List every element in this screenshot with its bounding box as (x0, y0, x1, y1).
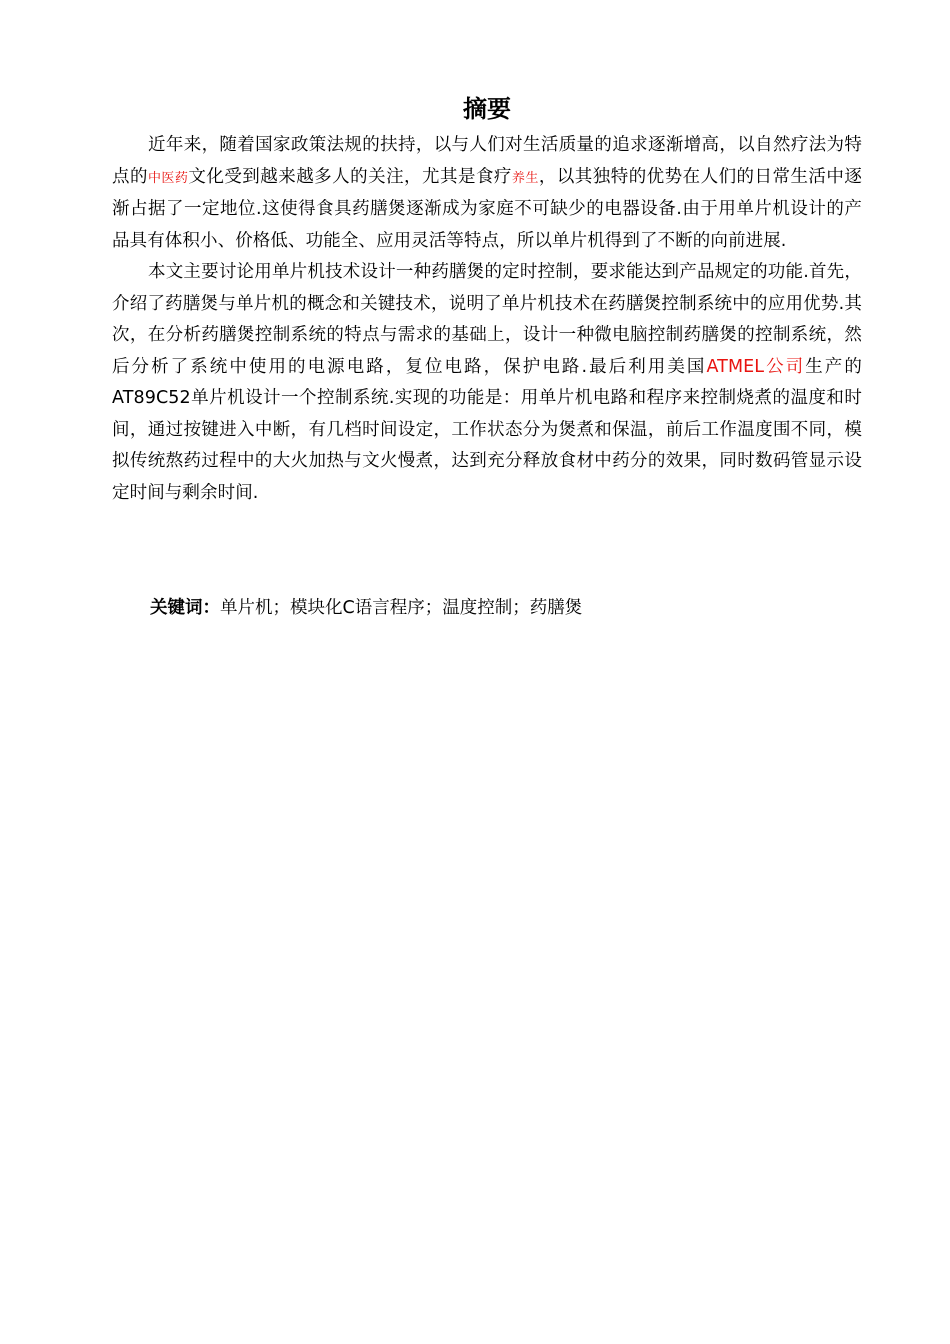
paragraph-2-text-a: 本文主要讨论用单片机技术设计一种药膳煲的定时控制，要求能达到产品规定的功能.首先，介绍了药膳煲与单片机的概念和关键技术，说明了单片机技术在药膳煲控制系统中的应用优势.其次，在分析药膳煲控制系统的特点与需求的基础上，设计一种微电脑控制药膳煲的控制系统，然后分析了系统中使用的电源电路，复位电路，保护电路.最后利用美国 (112, 262, 862, 377)
link-atmel[interactable]: ATMEL公司 (706, 356, 806, 377)
paragraph-1-text-b: 文化受到越来越多人的关注，尤其是食疗 (188, 166, 512, 187)
link-health[interactable]: 养生 (511, 170, 539, 186)
paragraph-2-text-b: 生产的AT89C52单片机设计一个控制系统.实现的功能是：用单片机电路和程序来控制烧煮的温度和时间，通过按键进入中断，有几档时间设定，工作状态分为煲煮和保温，前后工作温度围不同，模拟传统熬药过程中的大火加热与文火慢煮，达到充分释放食材中药分的效果，同时数码管显示设定时间与剩余时间. (112, 356, 862, 503)
keywords-text: 单片机；模块化C语言程序；温度控制；药膳煲 (220, 598, 583, 618)
paragraph-1-text-a: 近年来，随着国家政策法规的扶持，以与人们对生活质量的追求逐渐增高，以自然疗法为特点的 (112, 135, 862, 187)
paragraph-1-text-c: ，以其独特的优势在人们的日常生活中逐渐占据了一定地位.这使得食具药膳煲逐渐成为家庭不可缺少的电器设备.由于用单片机设计的产品具有体积小、价格低、功能全、应用灵活等特点，所以单片机得到了不断的向前进展. (112, 166, 862, 251)
abstract-paragraph-2 (112, 257, 862, 509)
abstract-paragraph-1 (112, 130, 862, 257)
keywords (150, 594, 582, 622)
keywords-label: 关键词： (150, 598, 220, 618)
abstract-section (112, 92, 862, 509)
link-tcm[interactable]: 中医药 (147, 170, 189, 186)
page-title: 摘要 (463, 95, 511, 123)
